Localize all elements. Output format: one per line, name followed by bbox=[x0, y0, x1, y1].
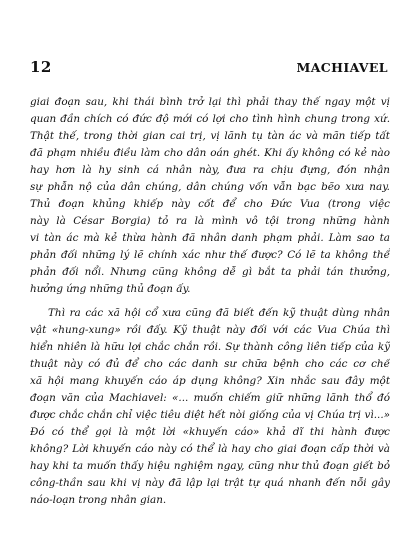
text-line: không? Lời khuyến cáo này có thể là hay cho giai đoạn cấp thời và bbox=[30, 443, 390, 455]
text-line: vật «hung-xung» rồi đấy. Kỹ thuật này đối với các Vua Chúa thì bbox=[30, 324, 390, 336]
text-line: thuật này có đủ để cho các danh sư chữa bệnh cho các cơ chế bbox=[30, 358, 390, 370]
body-text bbox=[30, 94, 390, 509]
text-line: đoạn văn của Machiavel: «... muốn chiếm giữ những lãnh thổ đó bbox=[30, 392, 390, 404]
text-line: Đó có thể gọi là một lời «khuyến cáo» khả dĩ thi hành được bbox=[30, 426, 390, 438]
text-line: quan đần chích có đức độ mới có lợi cho tình hình chung trong xứ. bbox=[30, 113, 390, 125]
page-number: 12 bbox=[30, 58, 52, 76]
text-line: Thật thế, trong thời gian cai trị, vị lãnh tụ tàn ác và mãn tiếp tất bbox=[30, 130, 390, 142]
text-line: công-thần sau khi vị này đã lập lại trật tự quá nhanh đến nỗi gây bbox=[30, 477, 390, 489]
text-line: Thì ra các xã hội cổ xưa cũng đã biết đến kỹ thuật dùng nhân bbox=[48, 307, 390, 319]
text-line: đã phạm nhiều điều làm cho dân oán ghét. Khi ấy không có kẻ nào bbox=[30, 147, 390, 159]
text-line: phản đối những lý lẽ chính xác như thế được? Có lẽ ta không thể bbox=[30, 249, 390, 261]
text-line: hiển nhiên là hữu lợi chắc chắn rồi. Sự thành công liên tiếp của kỹ bbox=[30, 341, 390, 353]
paragraph-2 bbox=[30, 305, 390, 509]
text-line: hay hơn là hy sinh cá nhân này, đưa ra chịu đựng, đón nhận bbox=[30, 164, 390, 176]
text-line: hay khi ta muốn thấy hiệu nghiệm ngay, cũng như thủ đoạn giết bỏ bbox=[30, 460, 390, 472]
running-head: MACHIAVEL bbox=[296, 60, 388, 75]
text-line: được chắc chắn chỉ việc tiêu diệt hết nòi giống của vị Chúa trị vì...» bbox=[30, 409, 390, 421]
paragraph-1 bbox=[30, 94, 390, 298]
paragraph-gap bbox=[30, 298, 390, 305]
text-line: vi tàn ác mà kẻ thừa hành đã nhân danh phạm phải. Làm sao ta bbox=[30, 232, 390, 244]
text-line: phản đối nổi. Nhưng cũng không dễ gì bắt ta phải tán thưởng, bbox=[30, 266, 390, 278]
text-line: hưởng ứng những thủ đoạn ấy. bbox=[30, 283, 191, 295]
text-line: Thủ đoạn khủng khiếp này cốt để cho Đức Vua (trong việc bbox=[30, 198, 390, 210]
text-line: xã hội mang khuyến cáo áp dụng không? Xin nhắc sau đây một bbox=[30, 375, 390, 387]
text-line: náo-loạn trong nhân gian. bbox=[30, 494, 167, 506]
text-line: giai đoạn sau, khi thái bình trở lại thì phải thay thế ngay một vị bbox=[30, 96, 390, 108]
text-line: sự phẫn nộ của dân chúng, dân chúng vốn vẫn bạc bẽo xưa nay. bbox=[30, 181, 390, 193]
text-line: này là César Borgia) tỏ ra là mình vô tội trong những hành bbox=[30, 215, 390, 227]
